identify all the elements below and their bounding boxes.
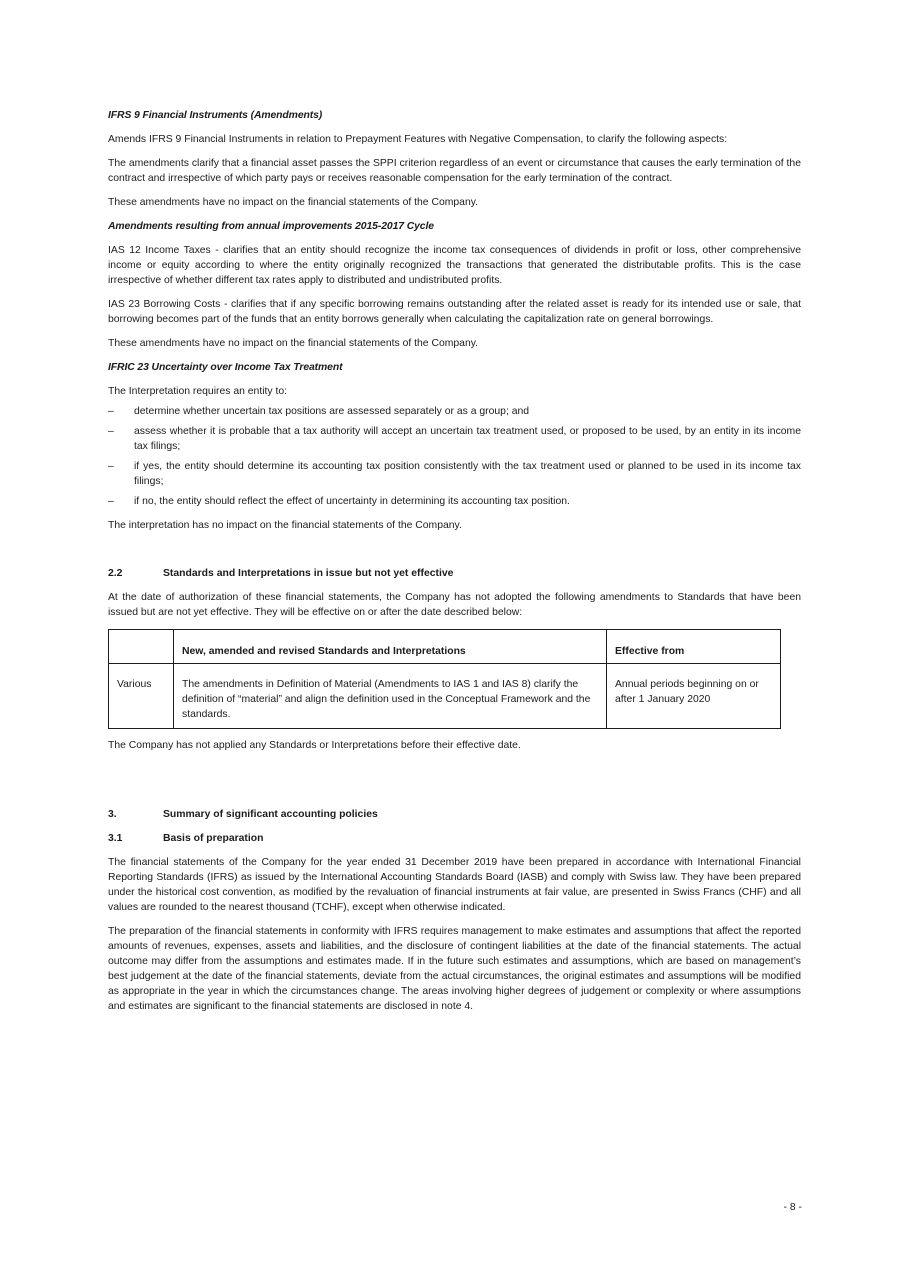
section-title: Standards and Interpretations in issue but not yet effective [163,568,454,579]
section-number: 3.1 [108,833,123,844]
ifrs9-paragraph-3: These amendments have no impact on the financial statements of the Company. [108,197,479,208]
dash-bullet: – [108,461,114,472]
spacer [108,542,801,566]
standards-table [108,629,781,729]
section-number: 3. [108,809,117,820]
table-header-row [109,630,781,664]
section-2-2-intro: At the date of authorization of these financial statements, the Company has not adopted the following amendments to Standards that have been issued but are not yet effective. They will be effective on or after the date described below: [108,592,801,618]
section-number: 2.2 [108,568,123,579]
list-item-text: if yes, the entity should determine its accounting tax position consistently with the tax treatment used or planned to be used in its income tax filings; [134,461,801,487]
list-item [108,404,801,419]
ifric23-bullet-list [108,404,801,509]
dash-bullet: – [108,496,114,507]
section-2-2-closing: The Company has not applied any Standards or Interpretations before their effective date. [108,740,521,751]
dash-bullet: – [108,406,114,417]
ifrs9-heading: IFRS 9 Financial Instruments (Amendments) [108,110,323,121]
table-header-cell: New, amended and revised Standards and Interpretations [174,630,607,664]
section-3-heading [108,807,801,822]
list-item [108,459,801,489]
list-item [108,424,801,454]
table-header-cell: Effective from [607,630,781,664]
ias12-paragraph: IAS 12 Income Taxes - clarifies that an entity should recognize the income tax consequences of dividends in profit or loss, other comprehensive income or equity according to where the entity originally recognized the transactions that generated the distributable profits. This is the case irrespective of whether different tax rates apply to distributed and undistributed profits. [108,245,801,286]
spacer [108,762,801,807]
table-header-cell [109,630,174,664]
list-item [108,494,801,509]
table-row [109,664,781,729]
ifric23-heading: IFRIC 23 Uncertainty over Income Tax Treatment [108,362,343,373]
list-item-text: assess whether it is probable that a tax authority will accept an uncertain tax treatment used, or proposed to be used, by an entity in its income tax filings; [134,426,801,452]
section-2-2-heading [108,566,801,581]
section-title: Basis of preparation [163,833,264,844]
document-page [108,108,801,1023]
table-cell: The amendments in Definition of Material (Amendments to IAS 1 and IAS 8) clarify the definition of “material” and align the definition used in the Conceptual Framework and the standards. [174,664,607,729]
annual-improvements-impact: These amendments have no impact on the financial statements of the Company. [108,338,479,349]
section-3-1-heading [108,831,801,846]
basis-of-preparation-paragraph-1: The financial statements of the Company for the year ended 31 December 2019 have been prepared in accordance with International Financial Reporting Standards (IFRS) as issued by the International Accounting Standards Board (IASB) and comply with Swiss law. They have been prepared under the historical cost convention, as modified by the revaluation of financial instruments at fair value, are presented in Swiss Francs (CHF) and all values are rounded to the nearest thousand (TCHF), except when otherwise indicated. [108,857,801,913]
list-item-text: if no, the entity should reflect the effect of uncertainty in determining its accounting tax position. [134,496,570,507]
ifric23-intro: The Interpretation requires an entity to: [108,386,288,397]
section-title: Summary of significant accounting policies [163,809,378,820]
basis-of-preparation-paragraph-2: The preparation of the financial statements in conformity with IFRS requires management to make estimates and assumptions that affect the reported amounts of revenues, expenses, assets and liabilities, and the disclosure of contingent liabilities at the date of the financial statements. The actual outcome may differ from the assumptions and estimates made. If in the future such estimates and assumptions, which are based on management’s best judgement at the date of the financial statements, deviate from the actual circumstances, the original estimates and assumptions will be modified as appropriate in the year in which the circumstances change. The areas involving higher degrees of judgement or complexity or where assumptions and estimates are significant to the financial statements are disclosed in note 4. [108,926,801,1012]
ifric23-closing: The interpretation has no impact on the financial statements of the Company. [108,520,462,531]
list-item-text: determine whether uncertain tax positions are assessed separately or as a group; and [134,406,530,417]
ifrs9-paragraph-2: The amendments clarify that a financial asset passes the SPPI criterion regardless of an event or circumstance that causes the early termination of the contract and irrespective of which party pays or receives reasonable compensation for the early termination of the contract. [108,158,801,184]
page-number: - 8 - [783,1202,802,1213]
ifrs9-paragraph-1: Amends IFRS 9 Financial Instruments in relation to Prepayment Features with Negative Compensation, to clarify the following aspects: [108,134,728,145]
table-cell: Various [109,664,174,729]
table-cell: Annual periods beginning on or after 1 January 2020 [607,664,781,729]
annual-improvements-heading: Amendments resulting from annual improvements 2015-2017 Cycle [108,221,434,232]
ias23-paragraph: IAS 23 Borrowing Costs - clarifies that if any specific borrowing remains outstanding after the related asset is ready for its intended use or sale, that borrowing becomes part of the funds that an entity borrows generally when calculating the capitalization rate on general borrowings. [108,299,801,325]
dash-bullet: – [108,426,114,437]
